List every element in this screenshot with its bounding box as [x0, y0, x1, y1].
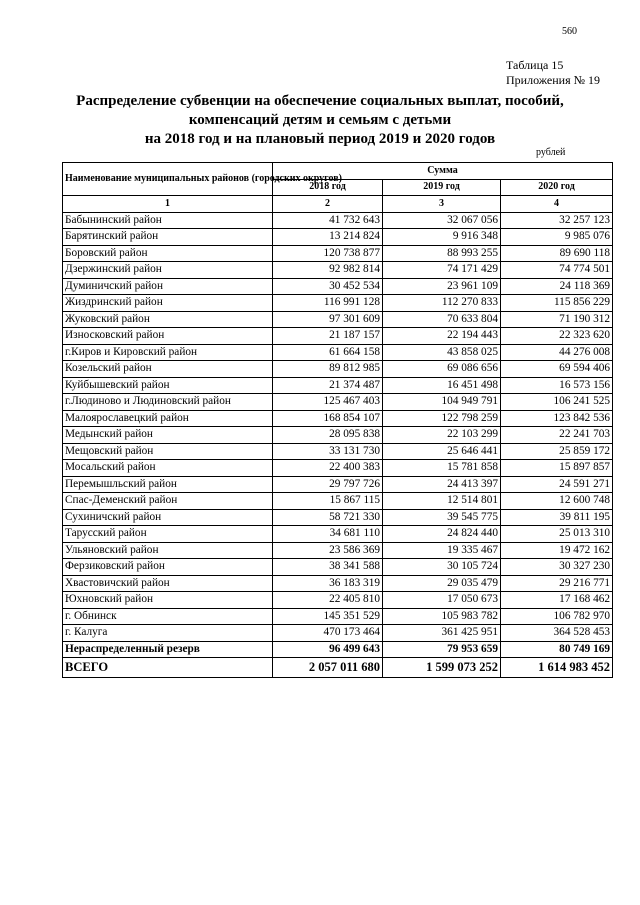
amount-2019-cell: 24 824 440 [383, 526, 501, 543]
amount-2020-cell: 17 168 462 [501, 592, 613, 609]
amount-2018-cell: 61 664 158 [273, 344, 383, 361]
district-name-cell: Износковский район [63, 328, 273, 345]
amount-2020-cell: 25 013 310 [501, 526, 613, 543]
amount-2018-cell: 92 982 814 [273, 262, 383, 279]
amount-2019-cell: 12 514 801 [383, 493, 501, 510]
table-row [63, 212, 613, 229]
amount-2019-cell: 22 194 443 [383, 328, 501, 345]
district-name-cell: Куйбышевский район [63, 377, 273, 394]
amount-2020-cell: 32 257 123 [501, 212, 613, 229]
district-name-cell: г.Людиново и Людиновский район [63, 394, 273, 411]
amount-2018-cell: 116 991 128 [273, 295, 383, 312]
amount-2020-cell: 9 985 076 [501, 229, 613, 246]
amount-2020-cell: 364 528 453 [501, 625, 613, 642]
table-row [63, 608, 613, 625]
unit-label: рублей [536, 147, 566, 158]
amount-2019-cell: 43 858 025 [383, 344, 501, 361]
table-row [63, 509, 613, 526]
amount-2018-cell: 28 095 838 [273, 427, 383, 444]
table-row [63, 493, 613, 510]
amount-2020-cell: 44 276 008 [501, 344, 613, 361]
amount-2020-cell: 115 856 229 [501, 295, 613, 312]
amount-2019-cell: 19 335 467 [383, 542, 501, 559]
table-row [63, 245, 613, 262]
table-row [63, 476, 613, 493]
amount-2018-cell: 36 183 319 [273, 575, 383, 592]
column-header-2019: 2019 год [383, 179, 501, 196]
table-row [63, 625, 613, 642]
amount-2019-cell: 39 545 775 [383, 509, 501, 526]
district-name-cell: Дзержинский район [63, 262, 273, 279]
amount-2019-cell: 32 067 056 [383, 212, 501, 229]
amount-2019-cell: 25 646 441 [383, 443, 501, 460]
district-name-cell: г. Калуга [63, 625, 273, 642]
amount-2020-cell: 1 614 983 452 [501, 658, 613, 678]
amount-2019-cell: 23 961 109 [383, 278, 501, 295]
table-row [63, 427, 613, 444]
amount-2018-cell: 2 057 011 680 [273, 658, 383, 678]
amount-2018-cell: 22 405 810 [273, 592, 383, 609]
table-row [63, 559, 613, 576]
amount-2019-cell: 17 050 673 [383, 592, 501, 609]
column-index-3: 3 [383, 196, 501, 213]
amount-2018-cell: 120 738 877 [273, 245, 383, 262]
district-name-cell: Юхновский район [63, 592, 273, 609]
amount-2020-cell: 25 859 172 [501, 443, 613, 460]
amount-2018-cell: 21 374 487 [273, 377, 383, 394]
table-row [63, 229, 613, 246]
table-reference [506, 58, 600, 88]
district-name-cell: Козельский район [63, 361, 273, 378]
amount-2020-cell: 29 216 771 [501, 575, 613, 592]
amount-2018-cell: 34 681 110 [273, 526, 383, 543]
amount-2020-cell: 19 472 162 [501, 542, 613, 559]
table-row [63, 262, 613, 279]
amount-2018-cell: 168 854 107 [273, 410, 383, 427]
table-row [63, 592, 613, 609]
table-row [63, 344, 613, 361]
amount-2019-cell: 29 035 479 [383, 575, 501, 592]
table-row [63, 443, 613, 460]
amount-2019-cell: 74 171 429 [383, 262, 501, 279]
amount-2018-cell: 470 173 464 [273, 625, 383, 642]
amount-2018-cell: 58 721 330 [273, 509, 383, 526]
amount-2019-cell: 105 983 782 [383, 608, 501, 625]
amount-2019-cell: 15 781 858 [383, 460, 501, 477]
reserve-row [63, 641, 613, 658]
district-name-cell: Ульяновский район [63, 542, 273, 559]
column-header-2020: 2020 год [501, 179, 613, 196]
column-index-1: 1 [63, 196, 273, 213]
column-header-name: Наименование муниципальных районов (городских округов) [63, 163, 273, 196]
column-index-4: 4 [501, 196, 613, 213]
amount-2020-cell: 24 591 271 [501, 476, 613, 493]
district-name-cell: Боровский район [63, 245, 273, 262]
table-row [63, 328, 613, 345]
amount-2020-cell: 106 241 525 [501, 394, 613, 411]
amount-2018-cell: 89 812 985 [273, 361, 383, 378]
district-name-cell: Мещовский район [63, 443, 273, 460]
amount-2019-cell: 88 993 255 [383, 245, 501, 262]
document-title [60, 92, 580, 149]
table-number: Таблица 15 [506, 58, 564, 72]
amount-2020-cell: 69 594 406 [501, 361, 613, 378]
district-name-cell: Думиничский район [63, 278, 273, 295]
amount-2018-cell: 22 400 383 [273, 460, 383, 477]
table-row [63, 278, 613, 295]
amount-2020-cell: 24 118 369 [501, 278, 613, 295]
table-row [63, 542, 613, 559]
amount-2020-cell: 16 573 156 [501, 377, 613, 394]
title-line-2: компенсаций детям и семьям с детьми [188, 112, 452, 128]
amount-2019-cell: 112 270 833 [383, 295, 501, 312]
amount-2018-cell: 13 214 824 [273, 229, 383, 246]
amount-2020-cell: 80 749 169 [501, 641, 613, 658]
district-name-cell: Тарусский район [63, 526, 273, 543]
district-name-cell: г.Киров и Кировский район [63, 344, 273, 361]
amount-2018-cell: 21 187 157 [273, 328, 383, 345]
district-name-cell: ВСЕГО [63, 658, 273, 678]
column-index-2: 2 [273, 196, 383, 213]
table-body [63, 212, 613, 678]
amount-2019-cell: 9 916 348 [383, 229, 501, 246]
title-line-3: на 2018 год и на плановый период 2019 и 2020 годов [144, 131, 496, 147]
amount-2020-cell: 30 327 230 [501, 559, 613, 576]
amount-2020-cell: 74 774 501 [501, 262, 613, 279]
district-name-cell: Хвастовичский район [63, 575, 273, 592]
table-row [63, 295, 613, 312]
column-header-sum: Сумма [273, 163, 613, 180]
amount-2018-cell: 29 797 726 [273, 476, 383, 493]
subvention-table [62, 162, 613, 678]
amount-2020-cell: 22 241 703 [501, 427, 613, 444]
amount-2018-cell: 96 499 643 [273, 641, 383, 658]
district-name-cell: Жиздринский район [63, 295, 273, 312]
amount-2018-cell: 125 467 403 [273, 394, 383, 411]
district-name-cell: Нераспределенный резерв [63, 641, 273, 658]
amount-2018-cell: 30 452 534 [273, 278, 383, 295]
amount-2020-cell: 71 190 312 [501, 311, 613, 328]
amount-2020-cell: 123 842 536 [501, 410, 613, 427]
district-name-cell: Мосальский район [63, 460, 273, 477]
district-name-cell: Малоярославецкий район [63, 410, 273, 427]
column-header-2018: 2018 год [273, 179, 383, 196]
amount-2020-cell: 89 690 118 [501, 245, 613, 262]
table-row [63, 377, 613, 394]
appendix-number: Приложения № 19 [506, 73, 601, 87]
district-name-cell: Бабынинский район [63, 212, 273, 229]
district-name-cell: Медынский район [63, 427, 273, 444]
amount-2019-cell: 104 949 791 [383, 394, 501, 411]
table-row [63, 311, 613, 328]
amount-2018-cell: 33 131 730 [273, 443, 383, 460]
amount-2019-cell: 24 413 397 [383, 476, 501, 493]
amount-2019-cell: 79 953 659 [383, 641, 501, 658]
amount-2018-cell: 23 586 369 [273, 542, 383, 559]
district-name-cell: Спас-Деменский район [63, 493, 273, 510]
amount-2018-cell: 145 351 529 [273, 608, 383, 625]
amount-2018-cell: 41 732 643 [273, 212, 383, 229]
amount-2018-cell: 15 867 115 [273, 493, 383, 510]
title-line-1: Распределение субвенции на обеспечение социальных выплат, пособий, [76, 93, 564, 109]
amount-2020-cell: 12 600 748 [501, 493, 613, 510]
amount-2019-cell: 69 086 656 [383, 361, 501, 378]
amount-2020-cell: 22 323 620 [501, 328, 613, 345]
amount-2019-cell: 1 599 073 252 [383, 658, 501, 678]
amount-2020-cell: 106 782 970 [501, 608, 613, 625]
amount-2019-cell: 361 425 951 [383, 625, 501, 642]
amount-2018-cell: 97 301 609 [273, 311, 383, 328]
total-row [63, 658, 613, 678]
amount-2019-cell: 70 633 804 [383, 311, 501, 328]
amount-2020-cell: 15 897 857 [501, 460, 613, 477]
district-name-cell: Перемышльский район [63, 476, 273, 493]
district-name-cell: г. Обнинск [63, 608, 273, 625]
table-row [63, 526, 613, 543]
amount-2019-cell: 30 105 724 [383, 559, 501, 576]
district-name-cell: Ферзиковский район [63, 559, 273, 576]
table-row [63, 410, 613, 427]
amount-2019-cell: 22 103 299 [383, 427, 501, 444]
district-name-cell: Сухиничский район [63, 509, 273, 526]
table-row [63, 361, 613, 378]
district-name-cell: Барятинский район [63, 229, 273, 246]
amount-2018-cell: 38 341 588 [273, 559, 383, 576]
amount-2019-cell: 16 451 498 [383, 377, 501, 394]
table-row [63, 575, 613, 592]
table-row [63, 460, 613, 477]
table-row [63, 394, 613, 411]
amount-2020-cell: 39 811 195 [501, 509, 613, 526]
page-number: 560 [562, 26, 577, 37]
amount-2019-cell: 122 798 259 [383, 410, 501, 427]
district-name-cell: Жуковский район [63, 311, 273, 328]
